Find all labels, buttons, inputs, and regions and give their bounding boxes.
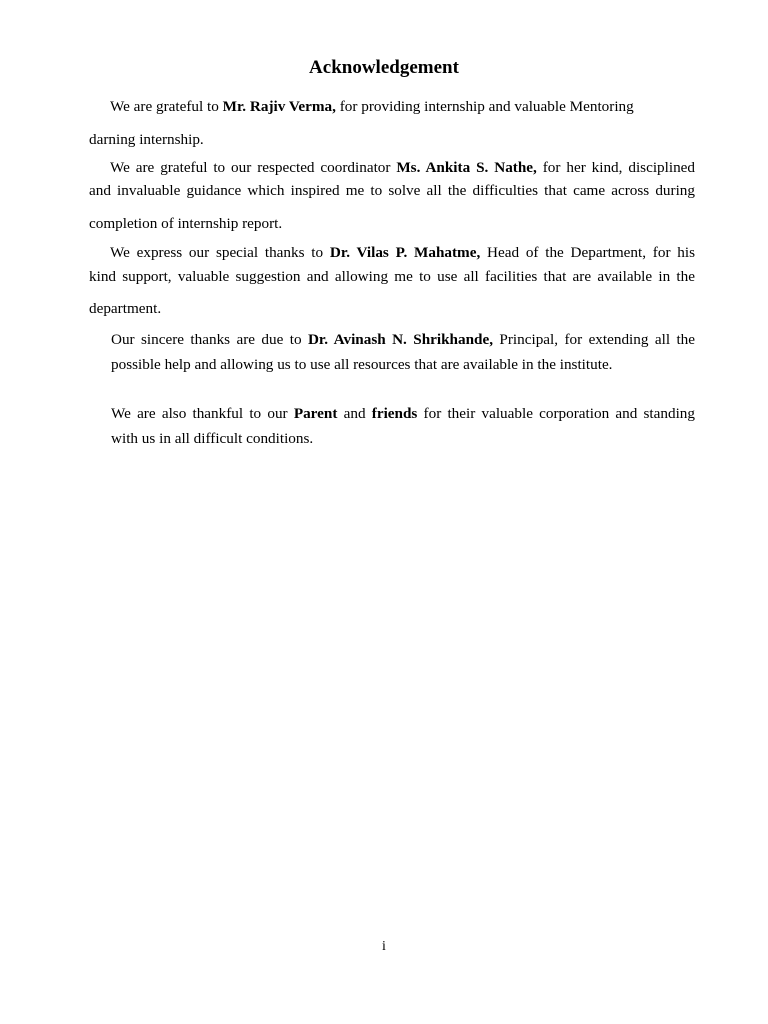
text-run: Our sincere thanks are due to (111, 331, 308, 348)
friends-word: friends (371, 405, 418, 422)
page-number: i (382, 939, 386, 954)
principal-name: Dr. Avinash N. Shrikhande, (307, 331, 494, 348)
text-run: We are also thankful to our (111, 405, 294, 422)
paragraph-line: and invaluable guidance which inspired me to solve all the difficulties that came across during (89, 182, 695, 199)
mentor-name: Mr. Rajiv Verma, (222, 98, 336, 115)
paragraph-line: completion of internship report. (89, 215, 283, 232)
paragraph-coordinator (89, 157, 695, 235)
paragraph-principal (111, 329, 695, 376)
text-run: and (337, 405, 372, 422)
paragraph-mentor (89, 96, 695, 151)
paragraph-line: possible help and allowing us to use all resources that are available in the institute. (111, 356, 613, 373)
text-run: We are grateful to our respected coordinator (110, 159, 397, 176)
text-run: Principal, for extending all the (493, 331, 695, 348)
paragraph-hod (89, 242, 695, 320)
hod-name: Dr. Vilas P. Mahatme, (329, 244, 481, 261)
paragraph-line: department. (89, 300, 162, 317)
parent-word: Parent (293, 405, 338, 422)
paragraph-line (111, 403, 695, 425)
text-run: for providing internship and valuable Mentoring (335, 98, 634, 115)
paragraph-line: with us in all difficult conditions. (111, 430, 314, 447)
paragraph-line: darning internship. (89, 131, 204, 148)
page-title: Acknowledgement (309, 57, 459, 78)
paragraph-line (89, 96, 695, 118)
paragraph-family (111, 403, 695, 450)
text-run: We are grateful to (110, 98, 223, 115)
text-run: for their valuable corporation and standing (417, 405, 695, 422)
text-run: We express our special thanks to (110, 244, 330, 261)
paragraph-line (111, 329, 695, 351)
paragraph-line: kind support, valuable suggestion and allowing me to use all facilities that are available in the (89, 268, 695, 285)
coordinator-name: Ms. Ankita S. Nathe, (396, 159, 537, 176)
text-run: Head of the Department, for his (480, 244, 695, 261)
paragraph-line (89, 242, 695, 264)
paragraph-line (89, 157, 695, 179)
text-run: for her kind, disciplined (536, 159, 695, 176)
